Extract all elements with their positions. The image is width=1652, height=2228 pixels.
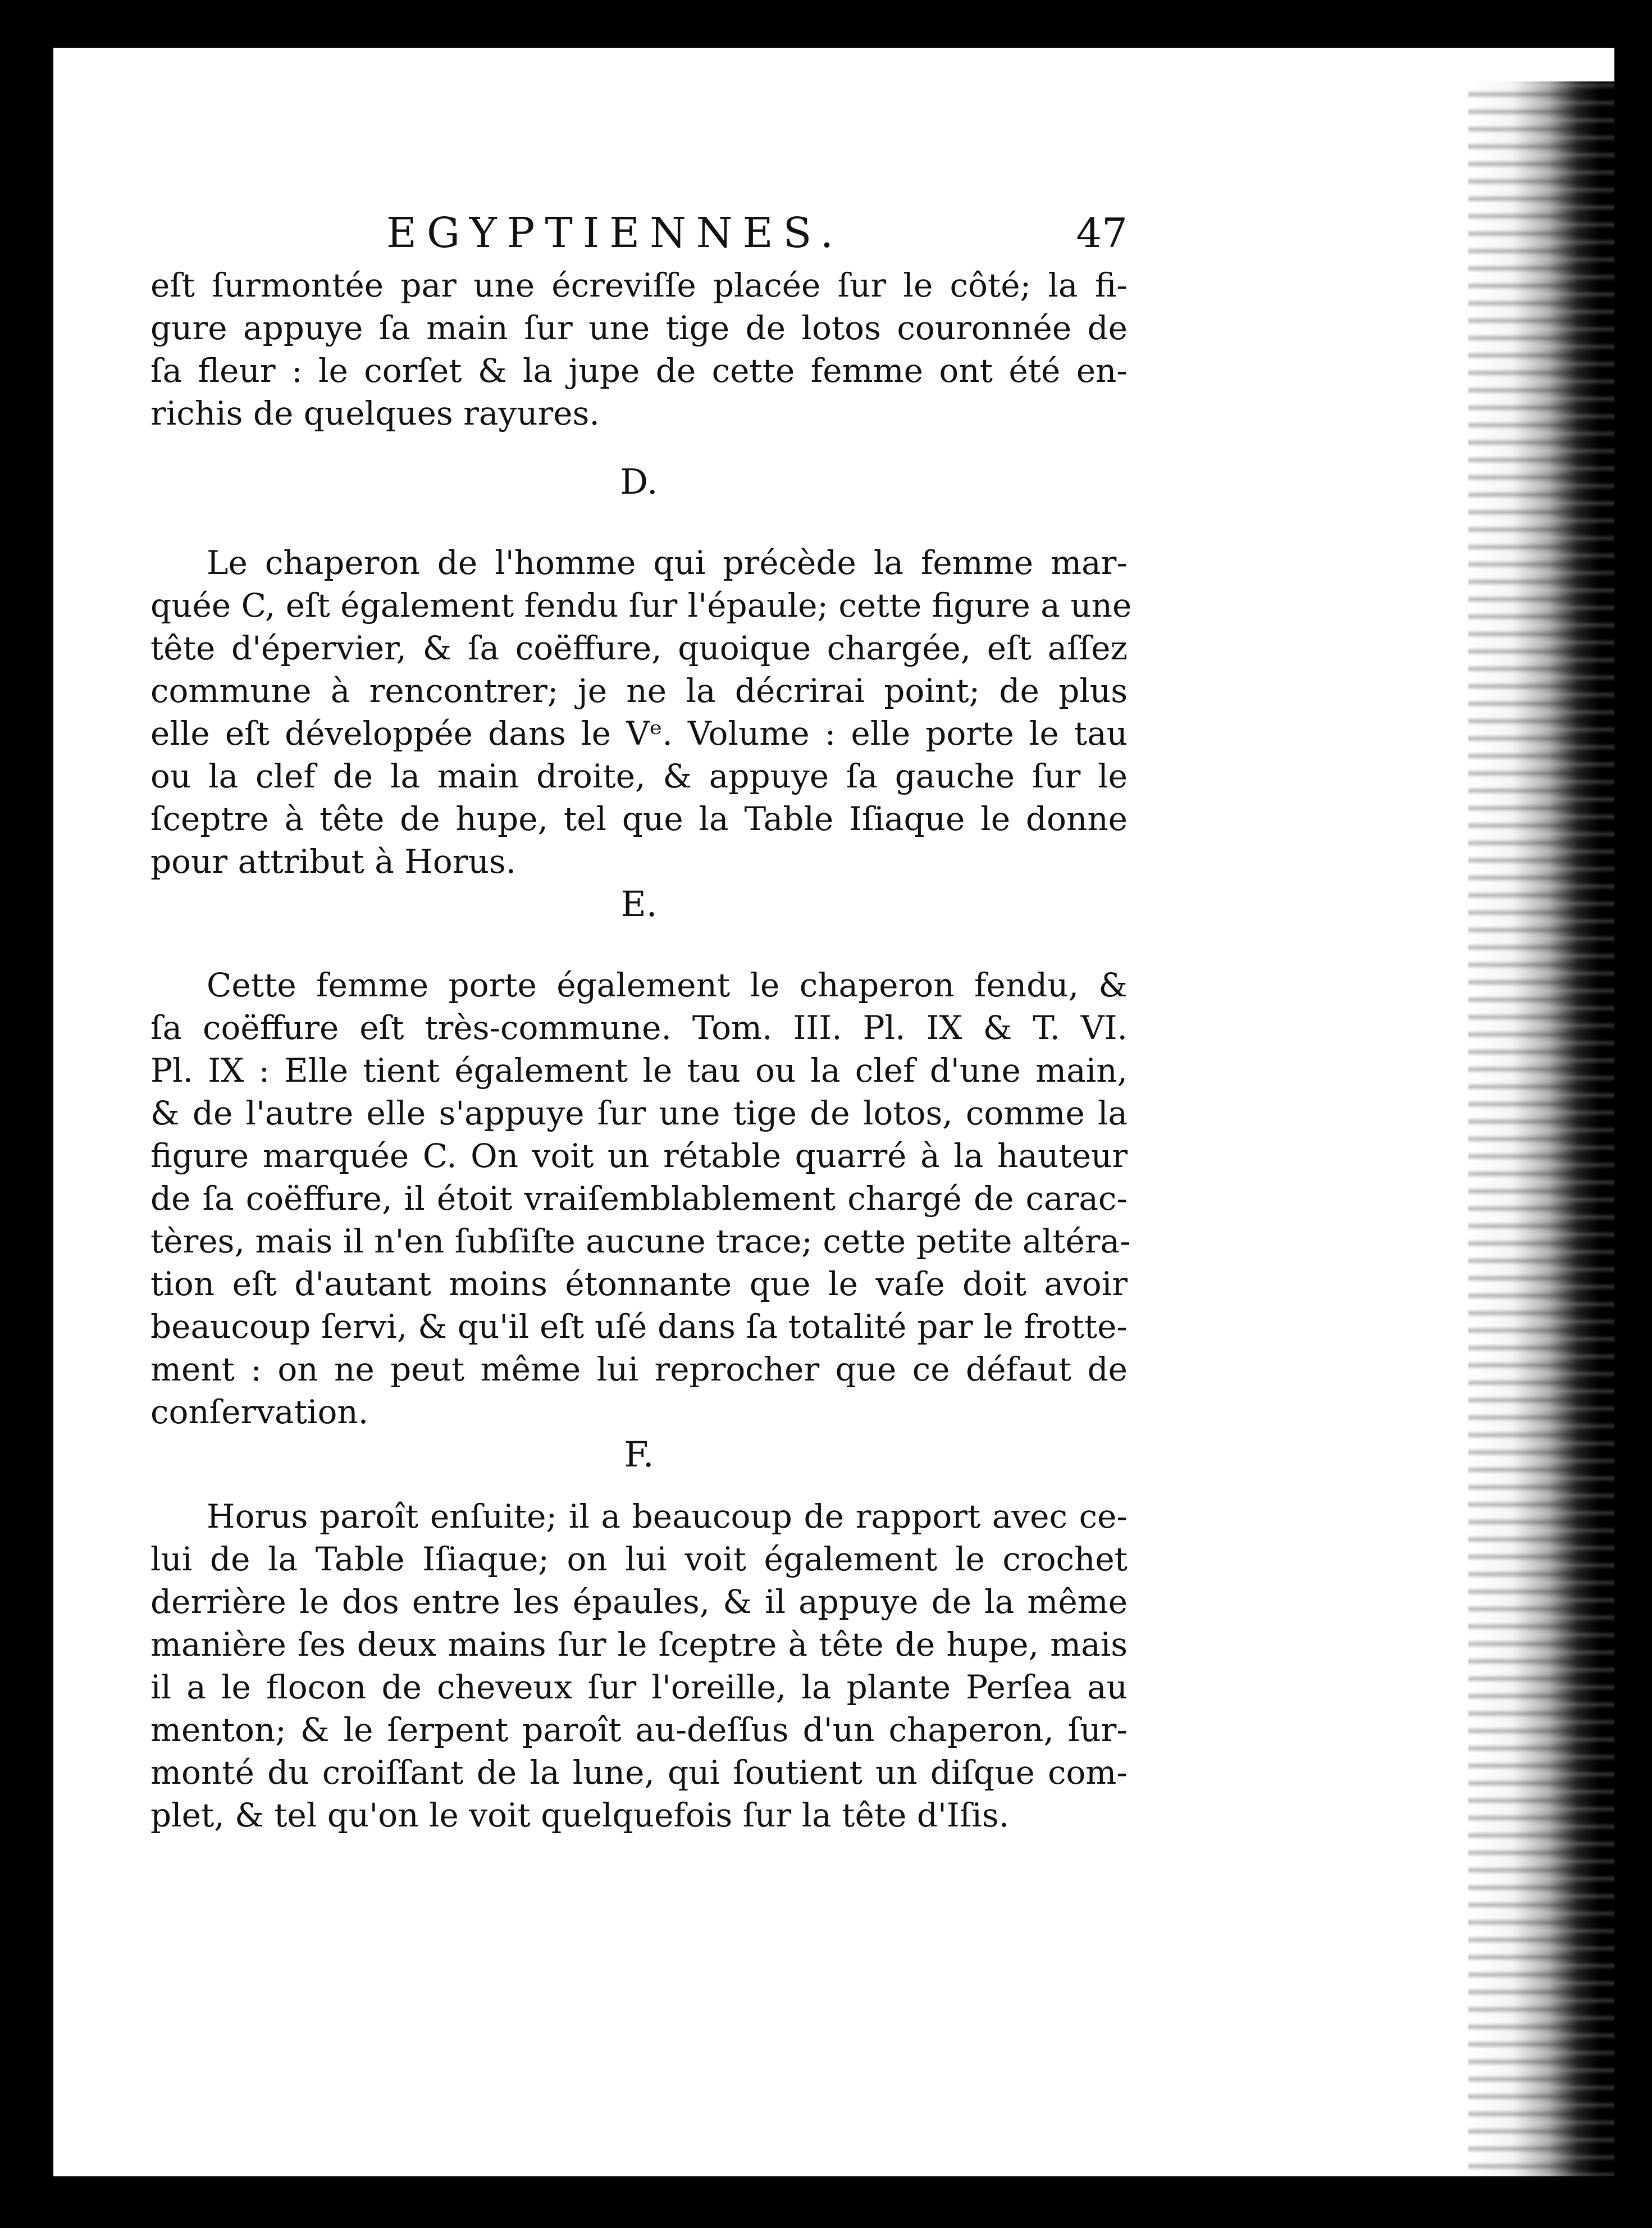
text-line: Cette femme porte également le chaperon fendu, & xyxy=(207,966,1128,1004)
text-line: manière ſes deux mains ſur le ſceptre à tête de hupe, mais xyxy=(150,1625,1128,1664)
text-line: Pl. IX : Elle tient également le tau ou la clef d'une main, xyxy=(150,1051,1128,1090)
text-line: conſervation. xyxy=(150,1393,369,1431)
section-heading-f: F. xyxy=(624,1434,654,1475)
text-line: commune à rencontrer; je ne la décrirai point; de plus xyxy=(150,672,1128,710)
text-line: pour attribut à Horus. xyxy=(150,842,517,881)
text-line: lui de la Table Iſiaque; on lui voit également le crochet xyxy=(150,1540,1128,1578)
text-line: de ſa coëffure, il étoit vraiſemblablement chargé de carac- xyxy=(150,1179,1128,1218)
text-line: quée C, eſt également fendu ſur l'épaule; cette figure a une xyxy=(150,586,1132,625)
page-number: 47 xyxy=(1076,209,1128,257)
text-line: ment : on ne peut même lui reprocher que ce défaut de xyxy=(150,1350,1128,1388)
text-line: richis de quelques rayures. xyxy=(150,394,600,432)
text-line: ſa fleur : le corſet & la jupe de cette femme ont été en- xyxy=(150,352,1128,390)
paragraph-continuation xyxy=(150,264,1128,435)
text-line: elle eſt développée dans le Vᵉ. Volume : elle porte le tau xyxy=(150,714,1128,753)
paragraph-e xyxy=(150,964,1131,1433)
paragraph-f xyxy=(150,1495,1128,1837)
section-heading-e: E. xyxy=(620,883,658,924)
section-heading-d: D. xyxy=(620,461,658,502)
running-head: EGYPTIENNES. xyxy=(386,209,844,257)
page-gutter-shadow xyxy=(1468,81,1614,2176)
text-line: eſt ſurmontée par une écreviſſe placée ſur le côté; la fi- xyxy=(150,266,1128,304)
text-line: il a le flocon de cheveux ſur l'oreille, la plante Perſea au xyxy=(150,1668,1128,1706)
text-line: gure appuye ſa main ſur une tige de lotos couronnée de xyxy=(150,309,1128,347)
text-line: & de l'autre elle s'appuye ſur une tige de lotos, comme la xyxy=(150,1094,1128,1132)
text-line: tères, mais il n'en ſubſiſte aucune trace; cette petite altéra- xyxy=(150,1222,1131,1260)
text-line: monté du croiſſant de la lune, qui ſoutient un diſque com- xyxy=(150,1753,1128,1792)
text-line: tête d'épervier, & ſa coëffure, quoique chargée, eſt aſſez xyxy=(150,629,1128,667)
text-line: ou la clef de la main droite, & appuye ſa gauche ſur le xyxy=(150,757,1128,795)
text-line: beaucoup ſervi, & qu'il eſt uſé dans ſa totalité par le frotte- xyxy=(150,1307,1128,1346)
text-line: derrière le dos entre les épaules, & il appuye de la même xyxy=(150,1583,1128,1621)
text-line: Le chaperon de l'homme qui précède la femme mar- xyxy=(207,544,1128,582)
text-line: menton; & le ſerpent paroît au-deſſus d'un chaperon, ſur- xyxy=(150,1711,1128,1749)
text-block xyxy=(150,202,1132,1837)
text-line: Horus paroît enſuite; il a beaucoup de rapport avec ce- xyxy=(207,1497,1128,1536)
page-header xyxy=(150,202,1128,264)
text-line: ſceptre à tête de hupe, tel que la Table Iſiaque le donne xyxy=(150,800,1128,838)
text-line: tion eſt d'autant moins étonnante que le vaſe doit avoir xyxy=(150,1265,1128,1303)
paragraph-d xyxy=(150,541,1132,883)
text-line: figure marquée C. On voit un rétable quarré à la hauteur xyxy=(150,1137,1128,1175)
text-line: plet, & tel qu'on le voit quelquefois ſur la tête d'Iſis. xyxy=(150,1796,1010,1834)
text-line: ſa coëffure eſt très-commune. Tom. III. Pl. IX & T. VI. xyxy=(150,1009,1128,1047)
